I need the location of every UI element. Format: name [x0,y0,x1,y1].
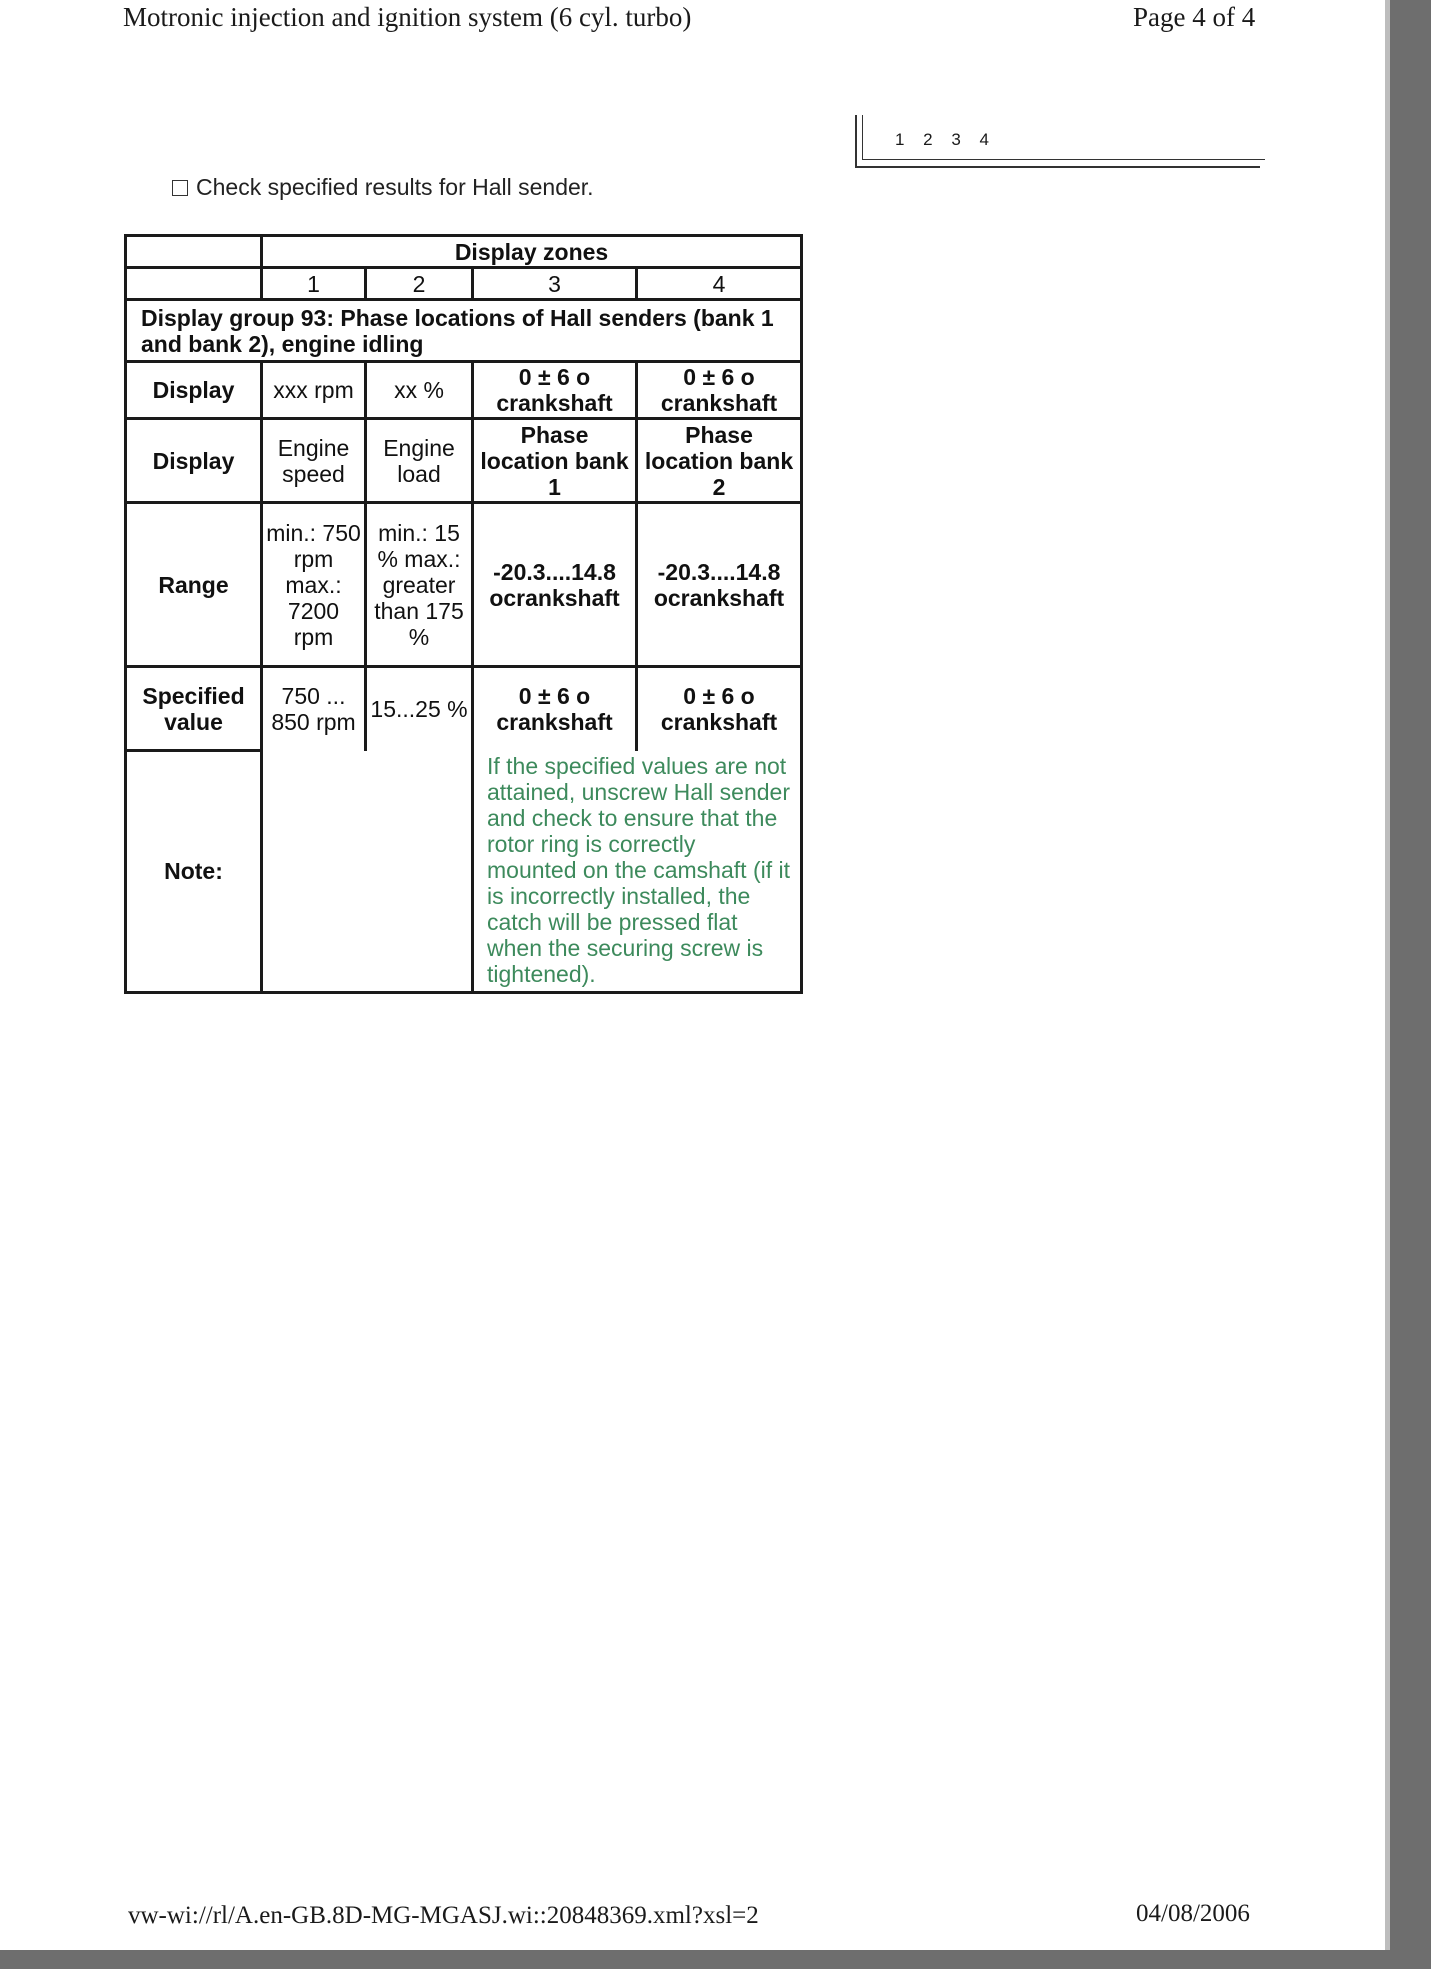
table-row [126,362,802,419]
cell-engine-load-unit: xx % [366,362,473,419]
pager-bracket-outer [855,115,857,167]
cell-engine-load: Engine load [366,419,473,503]
pager-rule-inner [862,159,1265,160]
zone-number: 2 [366,268,473,300]
zone-number: 4 [637,268,802,300]
scan-border-bottom [0,1950,1431,1969]
note-row [126,751,802,993]
check-instruction [172,174,594,201]
zone-number: 1 [262,268,366,300]
cell-phase-unit-2: 0 ± 6 o crankshaft [637,362,802,419]
corner-cell [126,236,262,268]
page-indicator: Page 4 of 4 [1133,2,1256,32]
display-group-table [124,234,803,994]
cell-engine-speed-unit: xxx rpm [262,362,366,419]
page-navigator [855,115,1260,165]
row-label: Display [126,419,262,503]
corner-cell-2 [126,268,262,300]
cell-spec-speed: 750 ... 850 rpm [262,667,366,751]
row-label: Note: [126,751,262,993]
pager-rule-outer [855,166,1260,168]
cell-spec-bank-2: 0 ± 6 o crankshaft [637,667,802,751]
print-date: 04/08/2006 [1136,1900,1250,1927]
cell-range-speed: min.: 750 rpm max.: 7200 rpm [262,503,366,667]
note-text: If the specified values are not attained, unscrew Hall sender and check to ensure that the rotor ring is correctly mounted on the camshaft (if it is incorrectly installed, the catch will be pressed flat when the securing screw is tightened). [473,751,802,993]
cell-range-bank-1: -20.3....14.8 ocrankshaft [473,503,637,667]
display-group-title: Display group 93: Phase locations of Hall senders (bank 1 and bank 2), engine idling [126,300,802,362]
zone-numbers-row [126,268,802,300]
cell-phase-unit-1: 0 ± 6 o crankshaft [473,362,637,419]
table-row [126,503,802,667]
display-zones-header: Display zones [262,236,802,268]
check-instruction-text: Check specified results for Hall sender. [196,174,594,200]
row-label: Specified value [126,667,262,751]
row-label: Display [126,362,262,419]
cell-phase-location-bank-1: Phase location bank 1 [473,419,637,503]
cell-spec-load: 15...25 % [366,667,473,751]
scan-border-right [1390,0,1431,1969]
checkbox-icon [172,180,188,196]
cell-range-bank-2: -20.3....14.8 ocrankshaft [637,503,802,667]
zone-number: 3 [473,268,637,300]
row-label: Range [126,503,262,667]
pager-bracket-inner [862,115,863,159]
cell-engine-speed: Engine speed [262,419,366,503]
table-row [126,667,802,751]
document-title: Motronic injection and ignition system (6 cyl. turbo) [123,2,692,32]
source-url: vw-wi://rl/A.en-GB.8D-MG-MGASJ.wi::20848369.xml?xsl=2 [128,1902,759,1929]
cell-range-load: min.: 15 % max.: greater than 175 % [366,503,473,667]
cell-spec-bank-1: 0 ± 6 o crankshaft [473,667,637,751]
pager-page-numbers[interactable]: 1 2 3 4 [895,130,989,149]
zones-header-row [126,236,802,268]
table-row [126,419,802,503]
note-empty-cell [262,751,473,993]
cell-phase-location-bank-2: Phase location bank 2 [637,419,802,503]
group-title-row [126,300,802,362]
